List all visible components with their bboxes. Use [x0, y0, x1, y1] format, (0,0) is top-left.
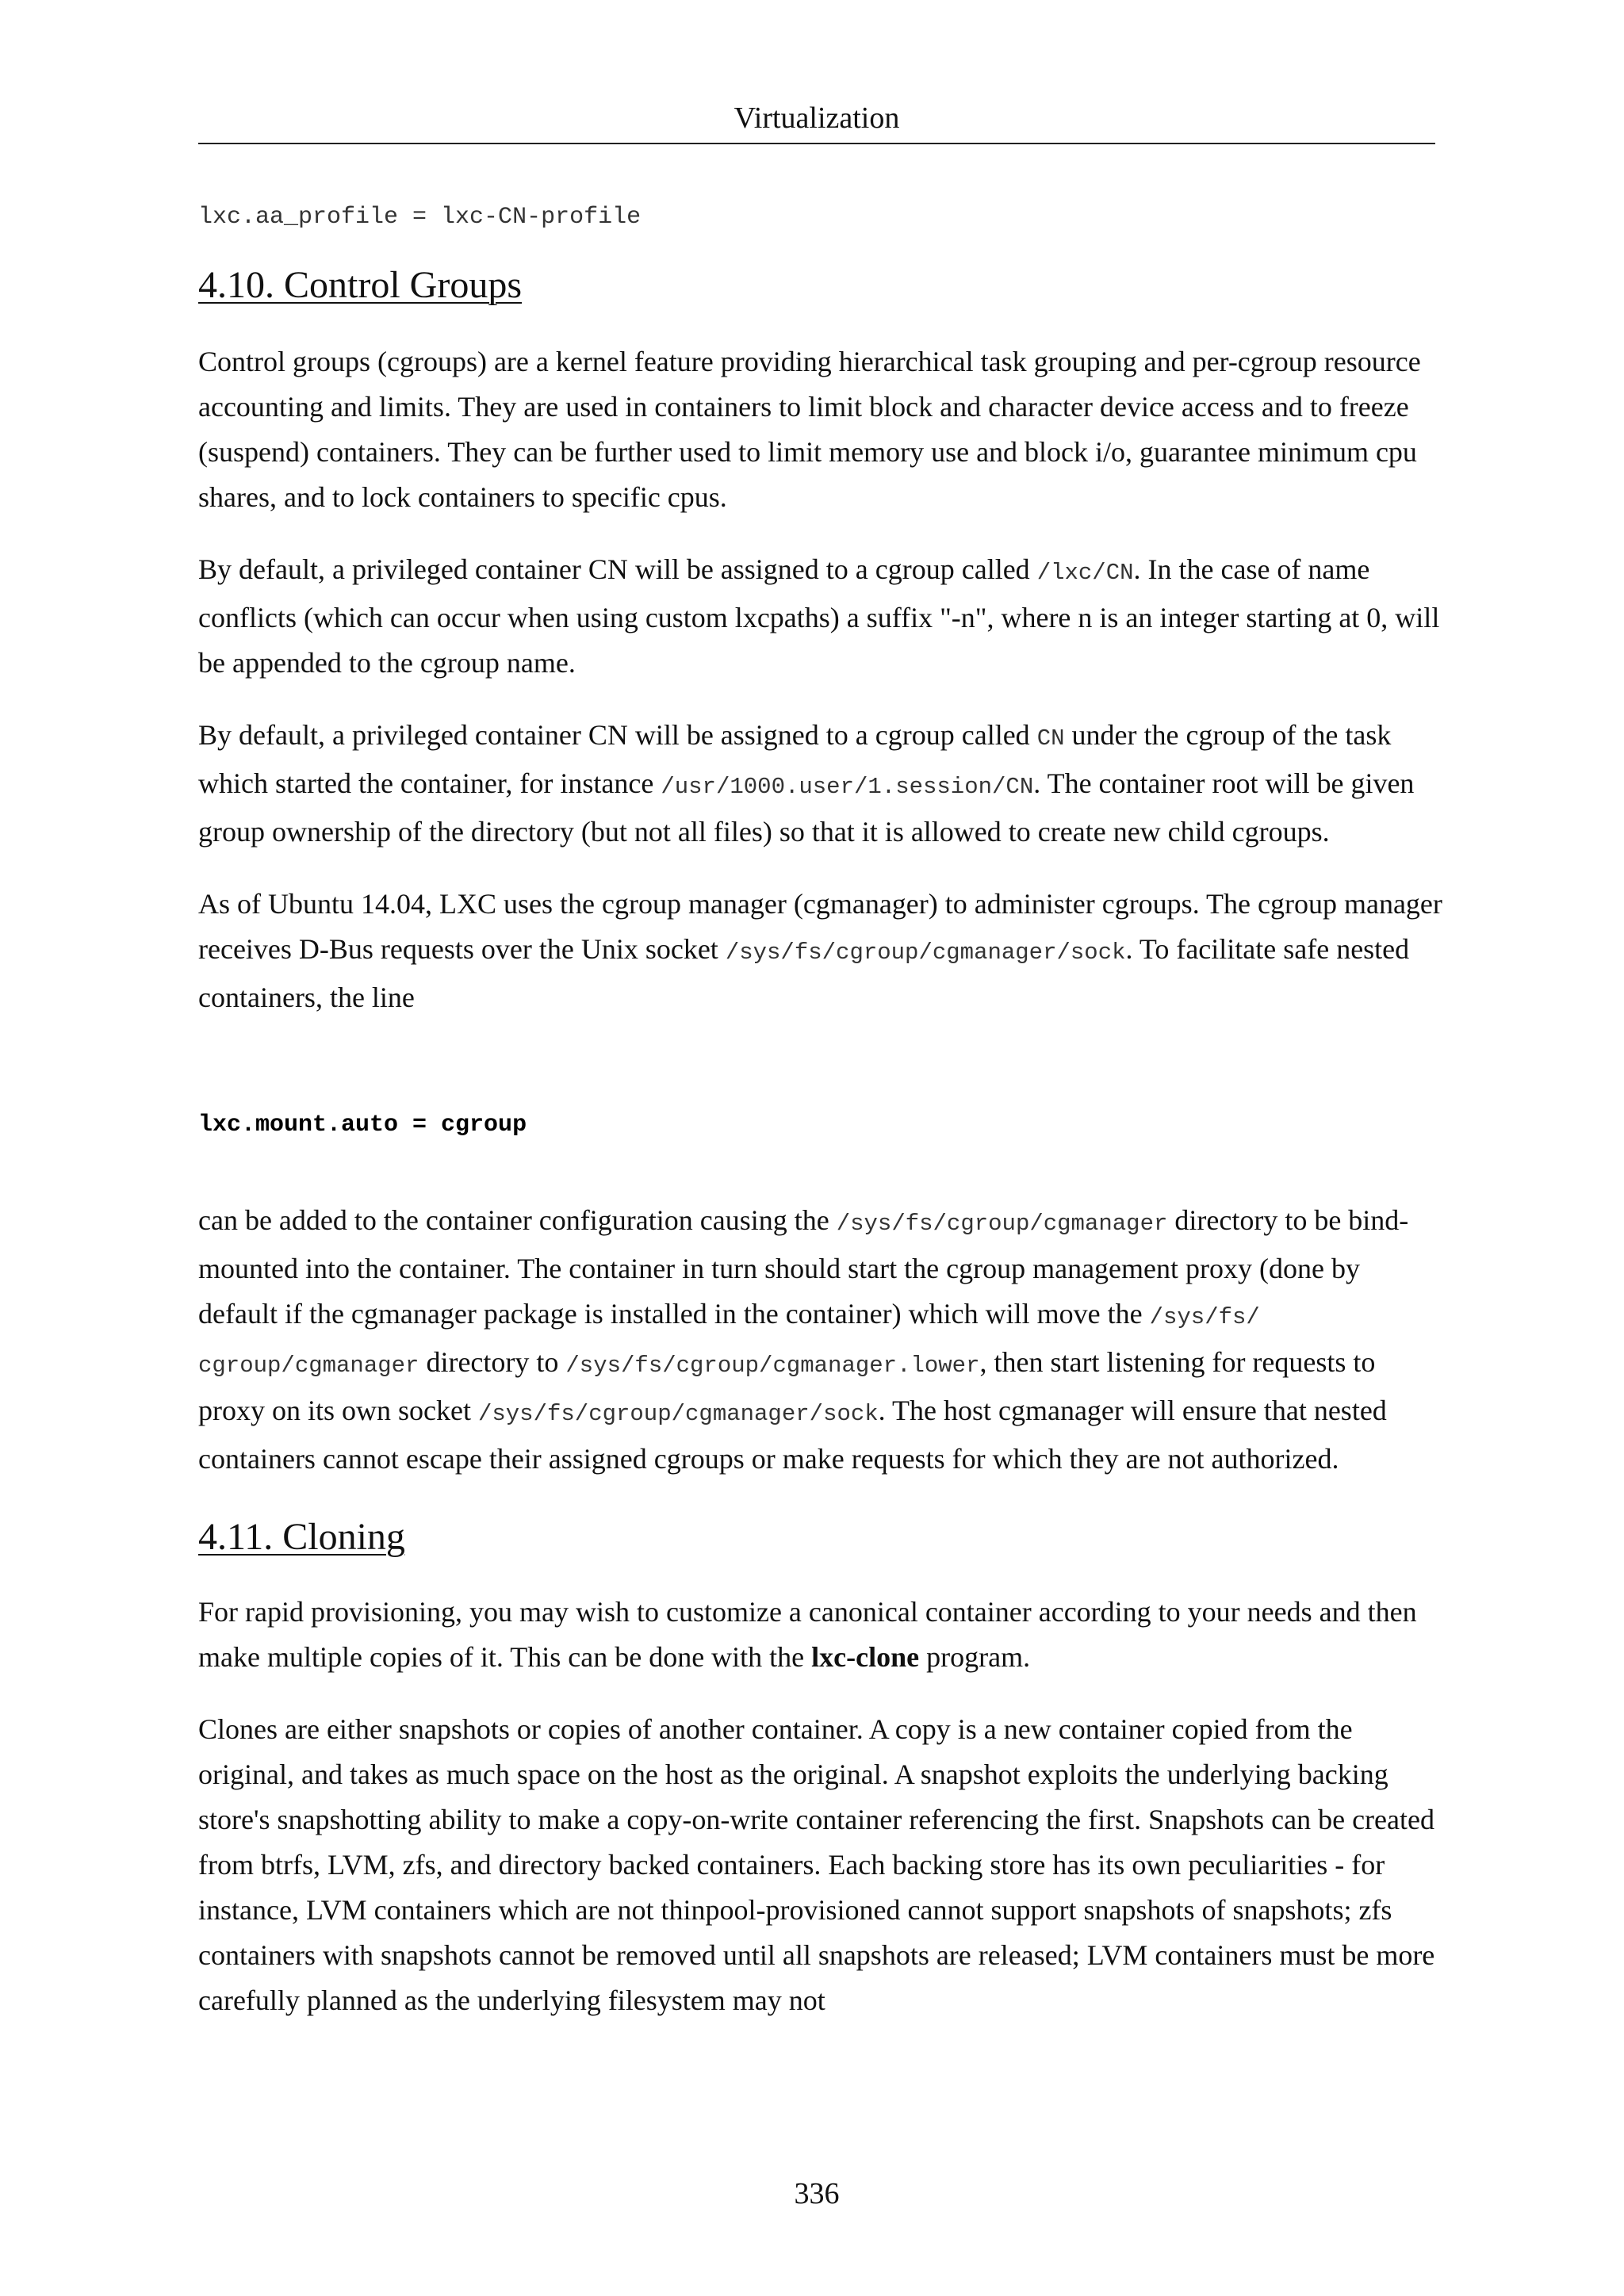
- text-span: . The host cgmanager will ensure that nested containers cannot escape their assigned cgroups or make requests for which they are not authorized.: [198, 1395, 1387, 1475]
- paragraph-bind-mount: [198, 1198, 1443, 1482]
- paragraph-cgroups-intro: Control groups (cgroups) are a kernel feature providing hierarchical task grouping and per-cgroup resource accounting and limits. They are used in containers to limit block and character device access and to freeze (suspend) containers. They can be further used to limit memory use and block i/o, guarantee minimum cpu shares, and to lock containers to specific cpus.: [198, 346, 1421, 513]
- paragraph-rapid-provisioning: [198, 1590, 1443, 1680]
- text-span: . The container root will be given group ownership of the directory (but not all files) so that it is allowed to create new child cgroups.: [198, 767, 1415, 848]
- inline-code: /sys/fs/ cgroup/cgmanager: [198, 1304, 1260, 1379]
- paragraph-cgmanager: [198, 882, 1443, 1020]
- code-line-mount-auto: lxc.mount.auto = cgroup: [198, 1112, 527, 1138]
- running-header: Virtualization: [733, 101, 900, 135]
- paragraph-privileged-cgroup: [198, 547, 1443, 686]
- paragraph-clones-snapshots: Clones are either snapshots or copies of another container. A copy is a new container copied from the original, and takes as much space on the host as the original. A snapshot exploits the underlying backing store's snapshotting ability to make a copy-on-write container referencing the first. Snapshots can be created from btrfs, LVM, zfs, and directory backed containers. Each backing store has its own peculiarities - for instance, LVM containers which are not thinpool-provisioned cannot support snapshots of snapshots; zfs containers with snapshots cannot be removed until all snapshots are released; LVM containers must be more carefully planned as the underlying filesystem may not: [198, 1713, 1435, 2016]
- text-span: . In the case of name conflicts (which can occur when using custom lxcpaths) a suffix "-n", where n is an integer starting at 0, will be appended to the cgroup name.: [198, 553, 1440, 679]
- header-divider: [198, 143, 1435, 144]
- inline-code: /sys/fs/cgroup/cgmanager.lower: [565, 1353, 980, 1379]
- page-content: [198, 190, 1443, 2023]
- inline-code: /sys/fs/cgroup/cgmanager/sock: [725, 939, 1126, 966]
- text-span: can be added to the container configuration causing the: [198, 1204, 837, 1236]
- inline-code: /sys/fs/cgroup/cgmanager: [836, 1211, 1168, 1237]
- text-span: By default, a privileged container CN will be assigned to a cgroup called: [198, 719, 1037, 751]
- program-name-lxc-clone: lxc-clone: [811, 1641, 920, 1673]
- section-heading-cloning: 4.11. Cloning: [198, 1516, 405, 1558]
- code-line-aa-profile: lxc.aa_profile = lxc-CN-profile: [198, 204, 642, 231]
- section-heading-control-groups: 4.10. Control Groups: [198, 264, 522, 306]
- text-span: For rapid provisioning, you may wish to customize a canonical container according to your needs and then make multiple copies of it. This can be done with the: [198, 1596, 1417, 1673]
- text-span: directory to: [419, 1346, 566, 1378]
- page-number: 336: [794, 2177, 840, 2210]
- text-span: program.: [919, 1641, 1031, 1673]
- text-span: By default, a privileged container CN will be assigned to a cgroup called: [198, 553, 1037, 585]
- inline-code: CN: [1036, 725, 1065, 752]
- text-span: directory to be bind-mounted into the container. The container in turn should start the cgroup management proxy (done by default if the cgmanager package is installed in the container) which will move the: [198, 1204, 1409, 1330]
- inline-code: /sys/fs/cgroup/cgmanager/sock: [477, 1401, 879, 1427]
- text-span: . To facilitate safe nested containers, the line: [198, 933, 1410, 1013]
- text-span: , then start listening for requests to proxy on its own socket: [198, 1346, 1376, 1426]
- inline-code: /usr/1000.user/1.session/CN: [661, 774, 1034, 800]
- text-span: under the cgroup of the task which started the container, for instance: [198, 719, 1392, 799]
- paragraph-task-cgroup: [198, 713, 1443, 855]
- text-span: As of Ubuntu 14.04, LXC uses the cgroup manager (cgmanager) to administer cgroups. The cgroup manager receives D-Bus requests over the Unix socket: [198, 888, 1442, 965]
- inline-code: /lxc/CN: [1036, 560, 1134, 586]
